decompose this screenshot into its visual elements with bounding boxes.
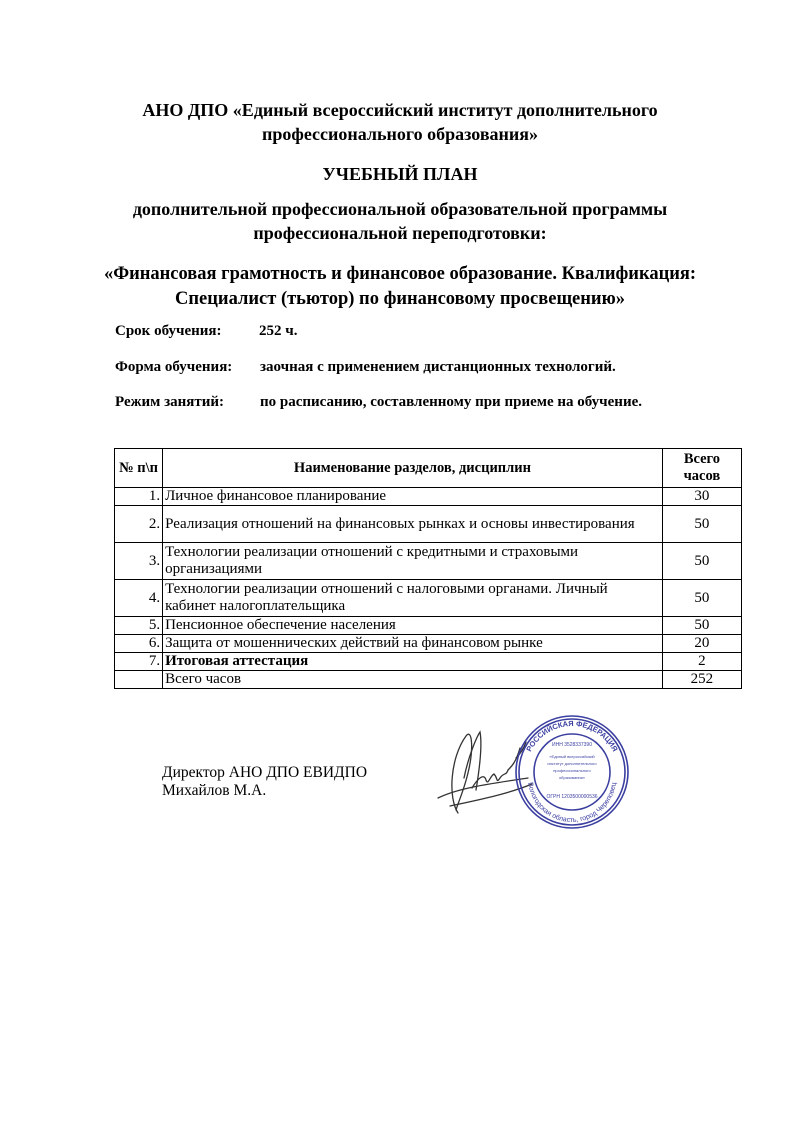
row-hours: 2 — [662, 653, 741, 671]
svg-text:профессионального: профессионального — [553, 768, 591, 773]
signatory-block — [162, 764, 367, 800]
row-name: Технологии реализации отношений с кредитными и страховыми организациями — [163, 543, 663, 580]
form-label: Форма обучения: — [115, 359, 233, 375]
row-name: Реализация отношений на финансовых рынках и основы инвестирования — [163, 506, 663, 543]
row-num: 5. — [115, 617, 163, 635]
header-hours-line-2: часов — [683, 468, 721, 484]
total-row — [115, 671, 742, 689]
org-line-1: АНО ДПО «Единый всероссийский институт дополнительного — [142, 100, 658, 120]
row-num: 7. — [115, 653, 163, 671]
program-name — [0, 262, 800, 312]
form-value: заочная с применением дистанционных технологий. — [260, 359, 616, 375]
document-title: УЧЕБНЫЙ ПЛАН — [322, 164, 478, 184]
table-row — [115, 635, 742, 653]
svg-text:институт дополнительного: институт дополнительного — [547, 761, 597, 766]
schedule-label: Режим занятий: — [115, 394, 225, 410]
table-row — [115, 580, 742, 617]
duration-value: 252 ч. — [259, 323, 298, 339]
program-name-line-1: «Финансовая грамотность и финансовое образование. Квалификация: — [103, 264, 697, 284]
row-hours: 50 — [662, 506, 741, 543]
row-hours: 30 — [662, 488, 741, 506]
row-name: Защита от мошеннических действий на финансовом рынке — [163, 635, 663, 653]
header-hours — [662, 449, 741, 488]
row-name: Личное финансовое планирование — [163, 488, 663, 506]
svg-text:РОССИЙСКАЯ ФЕДЕРАЦИЯ: РОССИЙСКАЯ ФЕДЕРАЦИЯ — [524, 718, 620, 754]
row-hours: 50 — [662, 580, 741, 617]
program-name-line-2: Специалист (тьютор) по финансовому просвещению» — [175, 289, 625, 309]
duration-label: Срок обучения: — [115, 323, 222, 339]
table-row — [115, 617, 742, 635]
table-row — [115, 488, 742, 506]
table-row — [115, 543, 742, 580]
row-num: 2. — [115, 506, 163, 543]
svg-text:ИНН 3528337390: ИНН 3528337390 — [551, 742, 593, 748]
svg-text:ОГРН 1203500000536: ОГРН 1203500000536 — [546, 794, 598, 800]
table-header-row — [115, 449, 742, 488]
row-num: 3. — [115, 543, 163, 580]
total-num — [115, 671, 163, 689]
signatory-position: Директор АНО ДПО ЕВИДПО — [162, 764, 368, 781]
table-row — [115, 506, 742, 543]
form-row — [115, 357, 616, 377]
row-name: Пенсионное обеспечение населения — [163, 617, 663, 635]
row-hours: 20 — [662, 635, 741, 653]
svg-text:Вологодская область, город Чер: Вологодская область, город Череповец — [526, 781, 618, 825]
row-name: Итоговая аттестация — [163, 653, 663, 671]
row-hours: 50 — [662, 617, 741, 635]
program-type — [0, 197, 800, 245]
row-num: 4. — [115, 580, 163, 617]
schedule-value: по расписанию, составленному при приеме на обучение. — [260, 394, 642, 410]
signatory-name: Михайлов М.А. — [162, 782, 267, 799]
header-num: № п\п — [115, 449, 163, 488]
row-hours: 50 — [662, 543, 741, 580]
schedule-row — [115, 392, 642, 412]
total-hours: 252 — [662, 671, 741, 689]
header-name: Наименование разделов, дисциплин — [163, 449, 663, 488]
row-name: Технологии реализации отношений с налоговыми органами. Личный кабинет налогоплательщика — [163, 580, 663, 617]
svg-text:образования»: образования» — [558, 775, 586, 780]
row-num: 6. — [115, 635, 163, 653]
program-type-line-1: дополнительной профессиональной образовательной программы — [132, 199, 668, 219]
header-hours-line-1: Всего — [683, 451, 721, 467]
program-type-line-2: профессиональной переподготовки: — [253, 223, 547, 243]
duration-row — [115, 321, 298, 341]
row-num: 1. — [115, 488, 163, 506]
organization-name — [0, 98, 800, 146]
curriculum-table — [114, 448, 742, 689]
total-label: Всего часов — [163, 671, 663, 689]
svg-text:«Единый всероссийский: «Единый всероссийский — [549, 754, 595, 759]
table-row — [115, 653, 742, 671]
organization-seal — [512, 712, 632, 832]
org-line-2: профессионального образования» — [261, 124, 539, 144]
